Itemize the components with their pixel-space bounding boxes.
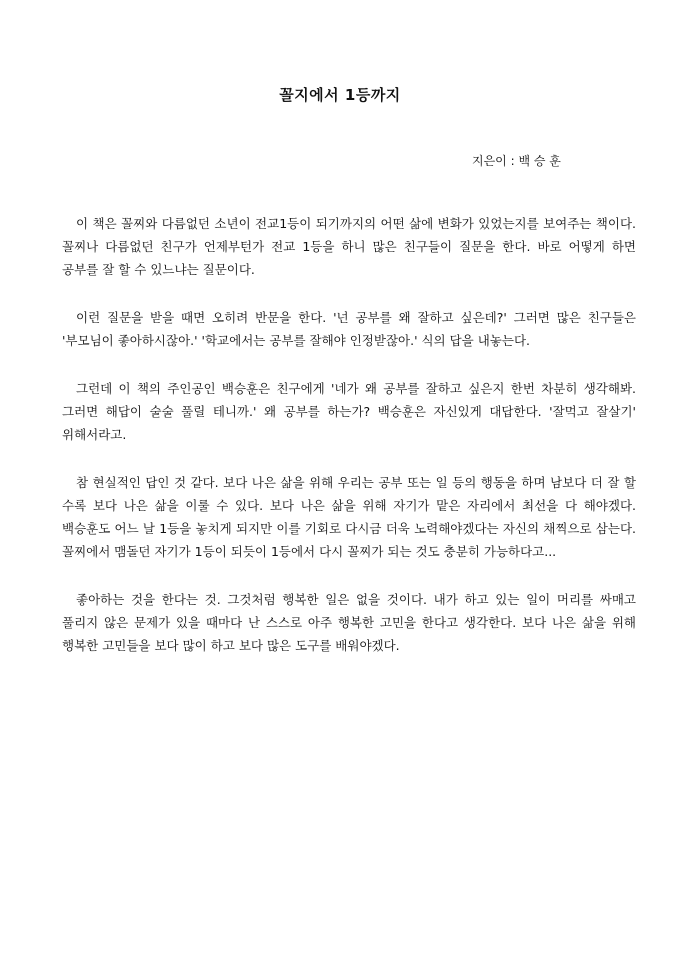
document-title: 꼴지에서 1등까지 [279, 86, 401, 104]
paragraph: 그런데 이 책의 주인공인 백승훈은 친구에게 '네가 왜 공부를 잘하고 싶은지 한번 차분히 생각해봐. 그러면 해답이 술술 풀릴 테니까.' 왜 공부를 하는가? 백승훈은 자신있게 대답한다. '잘먹고 잘살기' 위해서라고. [62, 381, 636, 442]
paragraph: 이 책은 꼴찌와 다름없던 소년이 전교1등이 되기까지의 어떤 삶에 변화가 있었는지를 보여주는 책이다. 꼴찌나 다름없던 친구가 언제부턴가 전교 1등을 하니 많은 친구들이 질문을 한다. 바로 어떻게 하면 공부를 잘 할 수 있느냐는 질문이다. [62, 216, 636, 277]
document-body [62, 212, 636, 682]
paragraph: 좋아하는 것을 한다는 것. 그것처럼 행복한 일은 없을 것이다. 내가 하고 있는 일이 머리를 싸매고 풀리지 않은 문제가 있을 때마다 난 스스로 아주 행복한 고민을 한다고 생각한다. 보다 나은 삶을 위해 행복한 고민들을 보다 많이 하고 보다 많은 도구를 배워야겠다. [62, 592, 636, 653]
paragraph: 이런 질문을 받을 때면 오히려 반문을 한다. '넌 공부를 왜 잘하고 싶은데?' 그러면 많은 친구들은 '부모님이 좋아하시잖아.' '학교에서는 공부를 잘해야 인정받잖아.' 식의 답을 내놓는다. [62, 310, 636, 348]
paragraph: 참 현실적인 답인 것 같다. 보다 나은 삶을 위해 우리는 공부 또는 일 등의 행동을 하며 남보다 더 잘 할 수록 보다 나은 삶을 이룰 수 있다. 보다 나은 삶을 위해 자기가 맡은 자리에서 최선을 다 해야겠다. 백승훈도 어느 날 1등을 놓치게 되지만 이를 기회로 다시금 더욱 노력해야겠다는 자신의 채찍으로 삼는다. 꼴찌에서 맴돌던 자기가 1등이 되듯이 1등에서 다시 꼴찌가 되는 것도 충분히 가능하다고... [62, 475, 636, 559]
author-line: 지은이 : 백 승 훈 [472, 154, 561, 168]
